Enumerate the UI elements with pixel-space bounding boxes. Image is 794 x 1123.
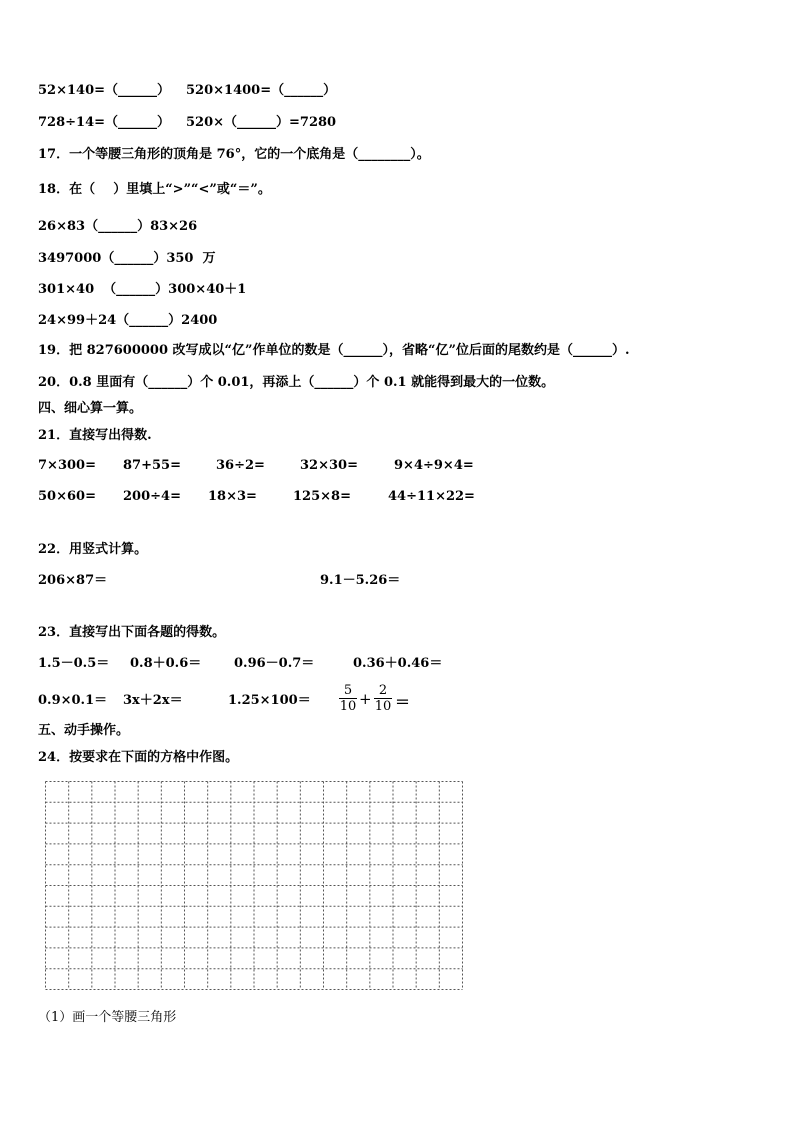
- calc-item: 7×300=: [38, 458, 96, 473]
- calc-item: 1.5－0.5＝: [38, 656, 110, 671]
- calc-item: 0.36＋0.46＝: [353, 656, 443, 671]
- question-20: 20．0.8 里面有（______）个 0.01，再添上（______）个 0.1 就能得到最大的一位数。: [38, 375, 555, 390]
- calc-item: 44÷11×22=: [388, 489, 475, 504]
- question-22: 22．用竖式计算。: [38, 542, 148, 557]
- calc-item: 32×30=: [300, 458, 358, 473]
- compare-item-1: 26×83（______）83×26: [38, 219, 198, 234]
- calc-item: 0.9×0.1＝: [38, 693, 108, 708]
- question-18: 18．在（ ）里填上“>”“<”或“＝”。: [38, 182, 271, 197]
- question-24-part-1: （1）画一个等腰三角形: [38, 1010, 177, 1025]
- calc-item: 18×3=: [208, 489, 257, 504]
- calc-item: 50×60=: [38, 489, 96, 504]
- fill-blank-52x140: 52×140=（______）: [38, 83, 171, 98]
- vertical-calc-item: 206×87＝: [38, 573, 108, 588]
- denominator: 10: [374, 699, 392, 714]
- compare-item-4: 24×99＋24（______）2400: [38, 313, 218, 328]
- question-21: 21．直接写出得数.: [38, 428, 152, 443]
- calc-item: 0.96－0.7＝: [234, 656, 315, 671]
- vertical-calc-item: 9.1－5.26＝: [320, 573, 401, 588]
- fill-blank-520x: 520×（______）=7280: [186, 115, 337, 130]
- plus-sign: +: [359, 690, 372, 708]
- section-5-heading: 五、动手操作。: [38, 723, 130, 738]
- calc-item: 9×4÷9×4=: [394, 458, 474, 473]
- calc-item: 125×8=: [293, 489, 351, 504]
- calc-item: 1.25×100＝: [228, 693, 311, 708]
- question-17: 17．一个等腰三角形的顶角是 76°，它的一个底角是（________）。: [38, 147, 430, 162]
- denominator: 10: [339, 699, 357, 714]
- question-24: 24．按要求在下面的方格中作图。: [38, 750, 239, 765]
- dotted-drawing-grid[interactable]: [45, 781, 463, 991]
- calc-item: 36÷2=: [216, 458, 265, 473]
- compare-item-3: 301×40 （______）300×40＋1: [38, 282, 247, 297]
- fraction-5-10: [339, 683, 357, 714]
- section-4-heading: 四、细心算一算。: [38, 401, 143, 416]
- compare-item-2: 3497000（______）350 万: [38, 251, 216, 266]
- numerator: 5: [343, 683, 353, 698]
- calc-item: 0.8＋0.6＝: [130, 656, 202, 671]
- calc-item: 3x＋2x＝: [123, 693, 183, 708]
- fraction-2-10: [374, 683, 392, 714]
- calc-item: 200÷4=: [123, 489, 181, 504]
- numerator: 2: [378, 683, 388, 698]
- fill-blank-520x1400: 520×1400=（______）: [186, 83, 337, 98]
- fill-blank-728div14: 728÷14=（______）: [38, 115, 171, 130]
- question-23: 23．直接写出下面各题的得数。: [38, 625, 226, 640]
- calc-item: 87+55=: [123, 458, 181, 473]
- equals-sign: ＝: [395, 693, 411, 711]
- question-19: 19．把 827600000 改写成以“亿”作单位的数是（______），省略“亿”位后面的尾数约是（______）.: [38, 343, 630, 358]
